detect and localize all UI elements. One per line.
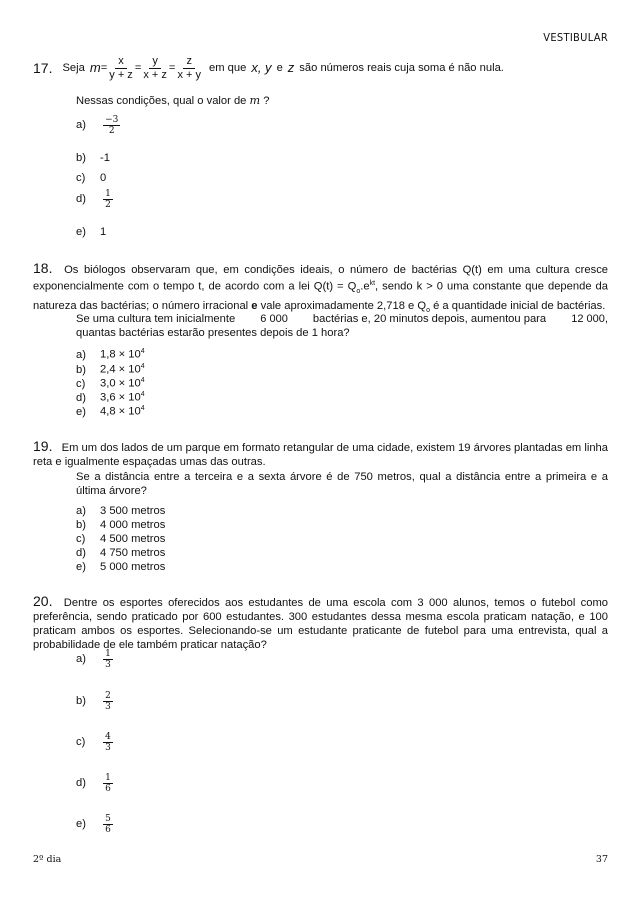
q17-option-a[interactable]: a) $\frac{-3}{2}$ <box>76 115 119 136</box>
q20-number: 20. <box>33 593 53 609</box>
q17-option-a-fraction: $\frac{-3}{2}$ <box>105 115 119 136</box>
q19-text-2: Se a distância entre a terceira e a sexta árvore é de 750 metros, qual a distância entre a primeira e a última árvore? <box>76 471 608 497</box>
q17-option-b[interactable]: b) -1 <box>76 152 110 164</box>
q17-rest: são números reais cuja soma é não nula. <box>299 62 504 74</box>
q20-option-a-fraction: $\frac{1}{3}$ <box>105 649 111 670</box>
footer-day: 2º dia <box>33 854 62 865</box>
q17-m: m <box>89 60 101 75</box>
q17-option-c[interactable]: c) 0 <box>76 172 107 184</box>
q20-option-c-fraction: $\frac{4}{3}$ <box>105 732 111 753</box>
q17-statement <box>33 52 608 84</box>
q20-option-a[interactable]: a) $\frac{1}{3}$ <box>76 649 111 670</box>
q20-option-e-fraction: $\frac{5}{6}$ <box>105 814 111 835</box>
q18-value-1: 6 000 <box>260 313 288 325</box>
footer-page-number: 37 <box>595 854 608 865</box>
q20-option-e[interactable]: e) $\frac{5}{6}$ <box>76 814 111 835</box>
q17-option-e[interactable]: e) 1 <box>76 226 107 238</box>
q20-option-c[interactable]: c) $\frac{4}{3}$ <box>76 732 111 753</box>
q17-fraction-1: $\frac{x}{y + z}$ <box>109 54 133 81</box>
q17-after: em que <box>209 62 247 74</box>
q17-option-d[interactable]: d) $\frac{1}{2}$ <box>76 189 111 210</box>
q18-option-a[interactable]: a) $1,8 \times 10^4$ <box>76 348 145 361</box>
q17-fraction-3: $\frac{z}{x + y}$ <box>177 54 201 81</box>
q18-option-e[interactable]: e) $4,8 \times 10^4$ <box>76 405 145 418</box>
q18-value-2: 12 000 <box>571 313 605 325</box>
q18-number: 18. <box>33 260 53 276</box>
q17-eq2: = <box>134 62 142 74</box>
q17-z: z <box>287 60 295 75</box>
q17-vars: x, y <box>251 60 272 75</box>
question-20: 20. Dentre os esportes oferecidos aos estudantes de uma escola com 3 000 alunos, temos o futebol como preferência, sendo praticado por 600 estudantes. 300 estudantes dessa mesma escola praticam natação, e 100 praticam ambos os esportes. Selecionando-se um estudante praticante de futebol para uma entrevista, qual a probabilidade de ele também praticar natação? <box>33 593 608 651</box>
q20-option-d-fraction: $\frac{1}{6}$ <box>105 773 111 794</box>
q17-number: 17. <box>33 60 53 76</box>
q18-option-d[interactable]: d) $3,6 \times 10^4$ <box>76 391 145 404</box>
q18-option-c[interactable]: c) $3,0 \times 10^4$ <box>76 377 145 390</box>
q17-intro: Seja <box>62 62 85 74</box>
page-header: VESTIBULAR <box>543 31 608 44</box>
q17-eq1: = <box>100 62 108 74</box>
q17-and: e <box>276 62 283 74</box>
q20-option-b-fraction: $\frac{2}{3}$ <box>105 691 111 712</box>
q20-option-d[interactable]: d) $\frac{1}{6}$ <box>76 773 111 794</box>
q19-option-c[interactable]: c) 4 500 metros <box>76 533 166 545</box>
q19-option-a[interactable]: a) 3 500 metros <box>76 505 166 517</box>
q19-option-d[interactable]: d) 4 750 metros <box>76 547 166 559</box>
q20-option-b[interactable]: b) $\frac{2}{3}$ <box>76 691 111 712</box>
q19-option-e[interactable]: e) 5 000 metros <box>76 561 166 573</box>
q18-text-2: Se uma cultura tem inicialmente 6 000 bactérias e, 20 minutos depois, aumentou para 12 000, quantas bactérias estarão presentes depois de 1 hora? <box>76 313 608 339</box>
question-19: 19. Em um dos lados de um parque em formato retangular de uma cidade, existem 19 árvores plantadas em linha reta e igualmente espaçadas umas das outras. <box>33 438 609 468</box>
q19-option-b[interactable]: b) 4 000 metros <box>76 519 166 531</box>
question-18: 18. Os biólogos observaram que, em condições ideais, o número de bactérias Q(t) em uma cultura cresce exponencialmente com o tempo t, de acordo com a lei $Q(t) = Q_o.e^{kt}$, sendo k > 0 uma constante que depende da natureza das bactérias; o número irracional e vale aproximadamente 2,718 e $Q_o$ é a quantidade inicial de bactérias. <box>33 260 609 315</box>
question-17 <box>33 52 608 84</box>
q18-option-b[interactable]: b) $2,4 \times 10^4$ <box>76 363 145 376</box>
q19-number: 19. <box>33 438 53 454</box>
q17-question: Nessas condições, qual o valor de m ? <box>76 94 270 107</box>
q17-eq3: = <box>168 62 176 74</box>
q17-option-d-fraction: $\frac{1}{2}$ <box>105 189 111 210</box>
q17-fraction-2: $\frac{y}{x + z}$ <box>143 54 167 81</box>
